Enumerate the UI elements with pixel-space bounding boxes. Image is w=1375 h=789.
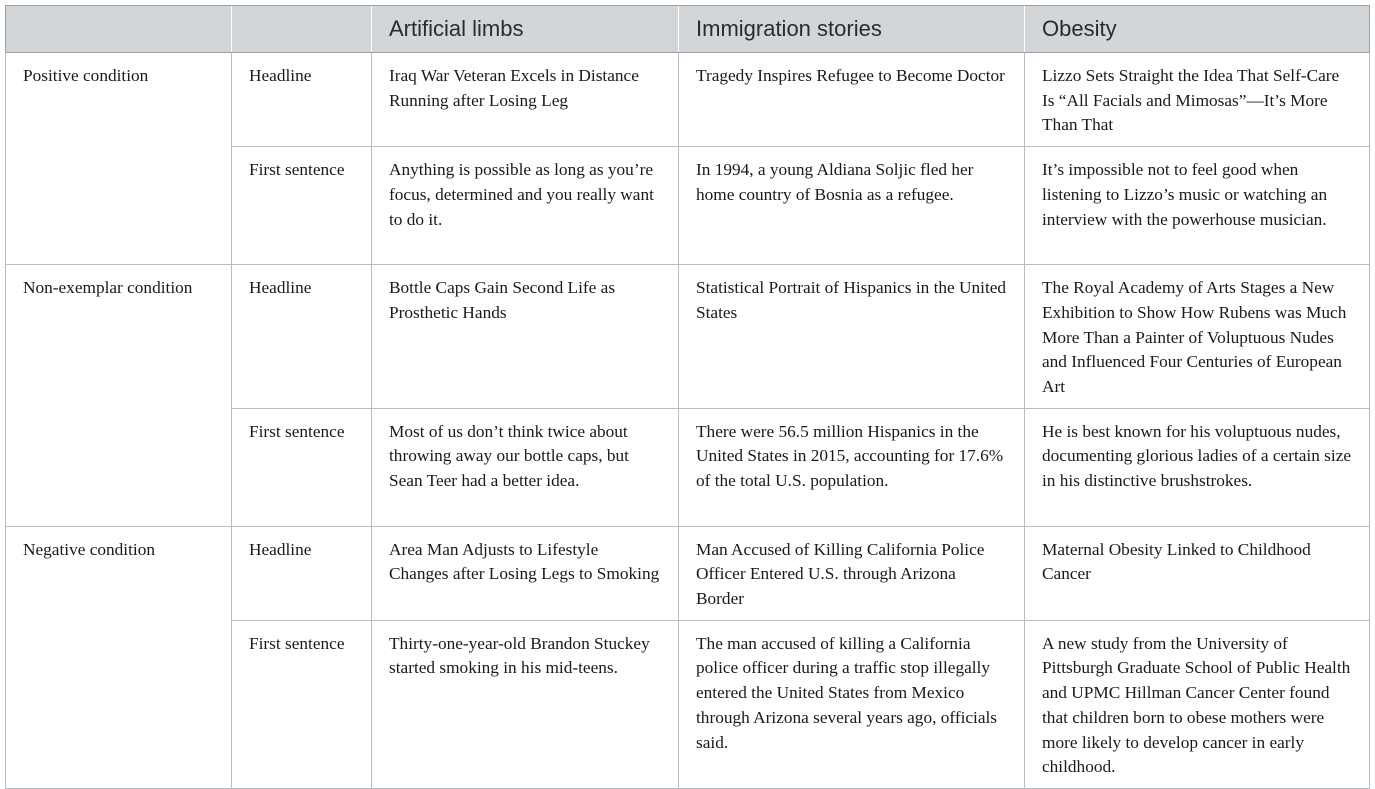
field-label: First sentence [232,147,372,265]
field-label: Headline [232,53,372,147]
header-field-cell [232,6,372,53]
cell-text: A new study from the University of Pittsburgh Graduate School of Public Health and UPMC Hillman Cancer Center found that children born to obese mothers were more likely to develop cancer in early childhood. [1025,620,1370,788]
cell-text: Maternal Obesity Linked to Childhood Cancer [1025,526,1370,620]
table-row [6,526,1370,620]
cell-text: Tragedy Inspires Refugee to Become Doctor [679,53,1025,147]
cell-text: Most of us don’t think twice about throwing away our bottle caps, but Sean Teer had a better idea. [372,408,679,526]
cell-text: It’s impossible not to feel good when listening to Lizzo’s music or watching an interview with the powerhouse musician. [1025,147,1370,265]
cell-text: In 1994, a young Aldiana Soljic fled her home country of Bosnia as a refugee. [679,147,1025,265]
cell-text: Lizzo Sets Straight the Idea That Self-Care Is “All Facials and Mimosas”—It’s More Than That [1025,53,1370,147]
condition-label: Non-exemplar condition [6,265,232,527]
table-row [6,265,1370,409]
header-condition-cell [6,6,232,53]
cell-text: Area Man Adjusts to Lifestyle Changes after Losing Legs to Smoking [372,526,679,620]
field-label: First sentence [232,408,372,526]
header-artificial-limbs: Artificial limbs [372,6,679,53]
field-label: First sentence [232,620,372,788]
field-label: Headline [232,265,372,409]
cell-text: Thirty-one-year-old Brandon Stuckey started smoking in his mid-teens. [372,620,679,788]
cell-text: Statistical Portrait of Hispanics in the United States [679,265,1025,409]
cell-text: There were 56.5 million Hispanics in the United States in 2015, accounting for 17.6% of the total U.S. population. [679,408,1025,526]
table-row [6,53,1370,147]
stimulus-table [5,5,1370,789]
cell-text: He is best known for his voluptuous nudes, documenting glorious ladies of a certain size in his distinctive brushstrokes. [1025,408,1370,526]
condition-label: Positive condition [6,53,232,265]
header-immigration-stories: Immigration stories [679,6,1025,53]
cell-text: The man accused of killing a California police officer during a traffic stop illegally entered the United States from Mexico through Arizona several years ago, officials said. [679,620,1025,788]
cell-text: Iraq War Veteran Excels in Distance Running after Losing Leg [372,53,679,147]
field-label: Headline [232,526,372,620]
cell-text: Bottle Caps Gain Second Life as Prosthetic Hands [372,265,679,409]
cell-text: The Royal Academy of Arts Stages a New Exhibition to Show How Rubens was Much More Than a Painter of Voluptuous Nudes and Influenced Four Centuries of European Art [1025,265,1370,409]
header-obesity: Obesity [1025,6,1370,53]
cell-text: Man Accused of Killing California Police Officer Entered U.S. through Arizona Border [679,526,1025,620]
condition-label: Negative condition [6,526,232,788]
header-row [6,6,1370,53]
cell-text: Anything is possible as long as you’re focus, determined and you really want to do it. [372,147,679,265]
